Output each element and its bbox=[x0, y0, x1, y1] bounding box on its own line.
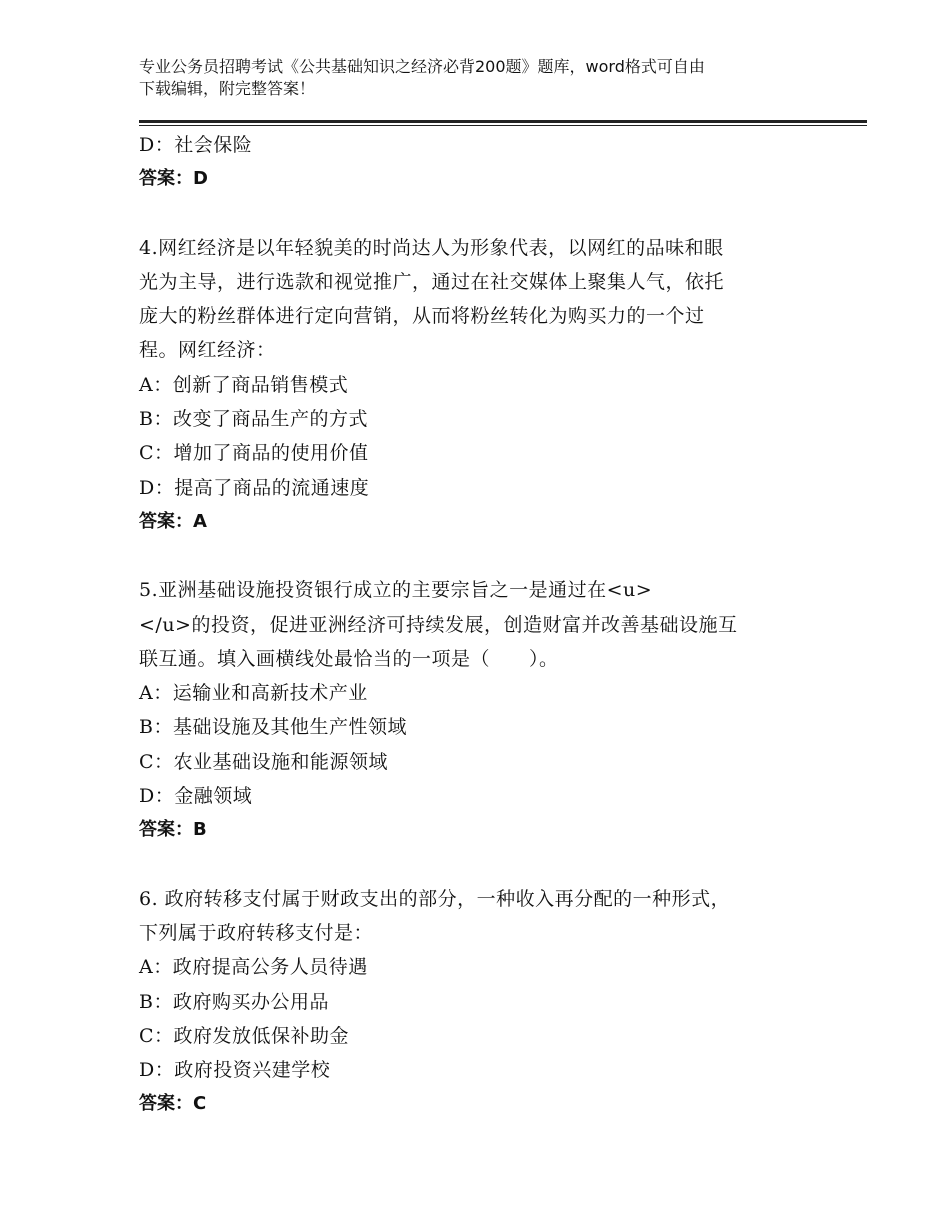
question-stem bbox=[139, 231, 799, 368]
previous-question-tail bbox=[139, 128, 799, 197]
stem-line: 光为主导，进行选款和视觉推广，通过在社交媒体上聚集人气，依托 bbox=[139, 270, 725, 293]
question-block-5 bbox=[139, 573, 799, 847]
option-c: C：农业基础设施和能源领域 bbox=[139, 750, 389, 773]
header-line-2: 下载编辑，附完整答案！ bbox=[139, 79, 316, 98]
option-b: B：改变了商品生产的方式 bbox=[139, 408, 368, 431]
spacer bbox=[139, 848, 799, 882]
stem-line: 4.网红经济是以年轻貌美的时尚达人为形象代表，以网红的品味和眼 bbox=[139, 236, 724, 259]
document-body bbox=[139, 128, 799, 1122]
answer-line: 答案：D bbox=[139, 168, 208, 190]
answer-line: 答案：A bbox=[139, 510, 207, 532]
stem-line: 联互通。填入画横线处最恰当的一项是（ ）。 bbox=[139, 647, 559, 670]
answer-line: 答案：B bbox=[139, 819, 207, 841]
question-block-6 bbox=[139, 882, 799, 1122]
option-d: D：提高了商品的流通速度 bbox=[139, 476, 370, 499]
option-d: D：金融领域 bbox=[139, 785, 253, 808]
stem-line: 6. 政府转移支付属于财政支出的部分，一种收入再分配的一种形式， bbox=[139, 887, 731, 910]
spacer bbox=[139, 197, 799, 231]
option-b: B：基础设施及其他生产性领域 bbox=[139, 716, 407, 739]
stem-line: 庞大的粉丝群体进行定向营销，从而将粉丝转化为购买力的一个过 bbox=[139, 305, 705, 328]
header-divider-thick bbox=[139, 120, 867, 123]
option-b: B：政府购买办公用品 bbox=[139, 990, 329, 1013]
question-block-4 bbox=[139, 231, 799, 540]
option-c: C：政府发放低保补助金 bbox=[139, 1024, 350, 1047]
page-header bbox=[139, 56, 819, 100]
option-d: D：社会保险 bbox=[139, 134, 253, 156]
option-a: A：创新了商品销售模式 bbox=[139, 373, 349, 396]
option-d: D：政府投资兴建学校 bbox=[139, 1059, 331, 1082]
option-c: C：增加了商品的使用价值 bbox=[139, 442, 369, 465]
answer-line: 答案：C bbox=[139, 1093, 207, 1115]
header-divider-thin bbox=[139, 125, 867, 126]
header-line-1: 专业公务员招聘考试《公共基础知识之经济必背200题》题库，word格式可自由 bbox=[139, 57, 705, 76]
stem-line: 5.亚洲基础设施投资银行成立的主要宗旨之一是通过在<u> bbox=[139, 579, 653, 602]
stem-line: 下列属于政府转移支付是： bbox=[139, 921, 374, 944]
stem-line: </u>的投资，促进亚洲经济可持续发展，创造财富并改善基础设施互 bbox=[139, 613, 738, 636]
option-a: A：政府提高公务人员待遇 bbox=[139, 956, 368, 979]
question-stem bbox=[139, 882, 799, 951]
option-a: A：运输业和高新技术产业 bbox=[139, 682, 368, 705]
stem-line: 程。网红经济： bbox=[139, 339, 276, 362]
spacer bbox=[139, 539, 799, 573]
question-stem bbox=[139, 573, 799, 676]
